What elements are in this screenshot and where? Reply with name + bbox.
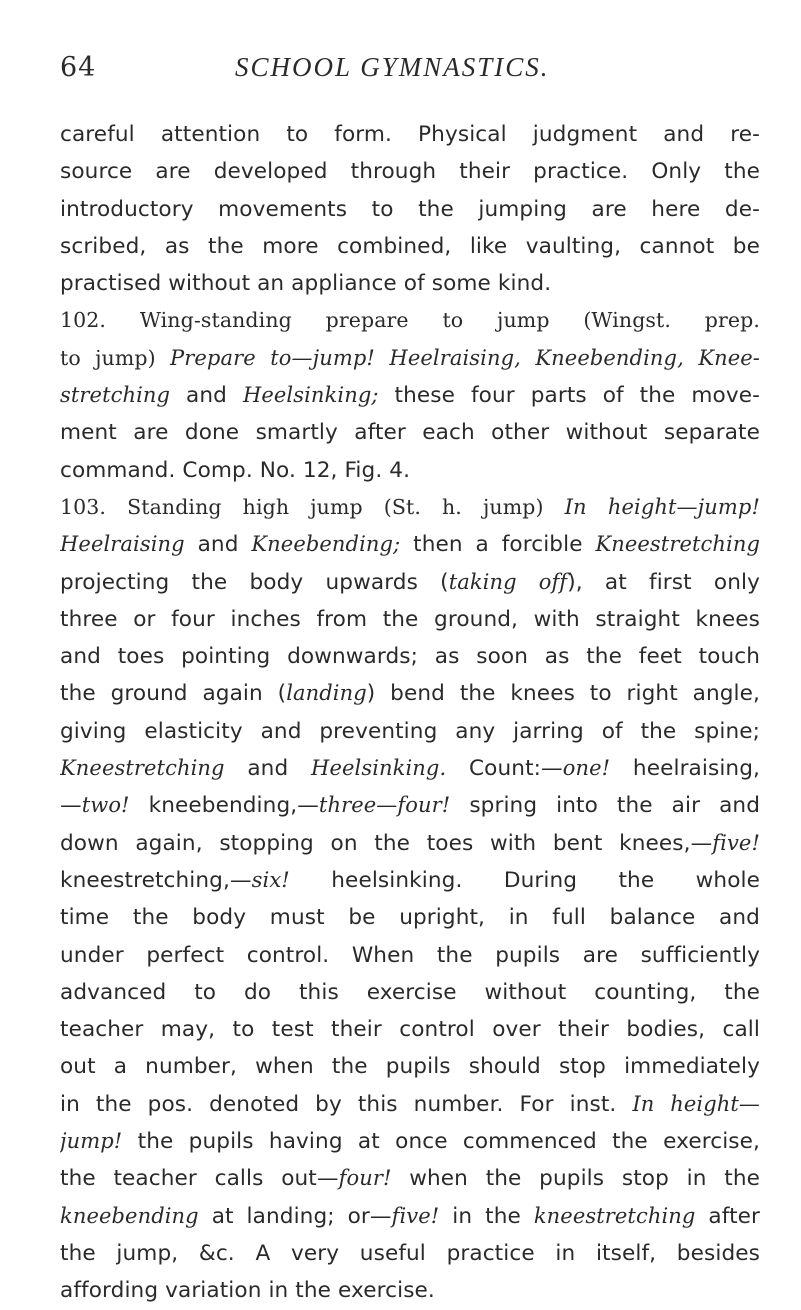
italic-text: In height—	[632, 1091, 760, 1116]
text-line	[60, 1198, 760, 1235]
text-line	[60, 787, 760, 824]
text-line	[60, 153, 760, 190]
text-segment: and	[170, 383, 243, 409]
text-line	[60, 825, 760, 862]
text-segment: in the pos. denoted by this number. For inst.	[60, 1091, 633, 1117]
italic-text: Kneebending;	[251, 532, 401, 557]
italic-text: landing	[286, 681, 367, 706]
text-segment: when the pupils stop in the	[391, 1166, 760, 1192]
text-segment: spring into the air and	[450, 793, 760, 819]
text-line	[60, 340, 760, 377]
text-segment: kneebending,—	[129, 793, 319, 819]
italic-text: six!	[251, 867, 290, 892]
text-line	[60, 1048, 760, 1085]
text-line	[60, 265, 760, 302]
text-line	[60, 899, 760, 936]
text-line	[60, 937, 760, 974]
text-line	[60, 191, 760, 228]
text-segment: and toes pointing downwards; as soon as the feet touch	[60, 644, 760, 670]
text-segment: time the body must be upright, in full balance and	[60, 905, 760, 931]
text-segment: scribed, as the more combined, like vaulting, cannot be	[60, 233, 760, 259]
text-segment: under perfect control. When the pupils are sufficiently	[60, 942, 760, 968]
body-text	[60, 116, 760, 1310]
italic-text: Heelsinking;	[242, 383, 379, 408]
text-segment: and	[224, 756, 312, 782]
text-segment: at landing; or—	[198, 1203, 392, 1229]
text-segment: teacher may, to test their control over their bodies, call	[60, 1017, 760, 1043]
text-segment: giving elasticity and preventing any jarring of the spine;	[60, 718, 760, 744]
text-line	[60, 228, 760, 265]
text-segment: 102. Wing-standing prepare to jump (Wingst. prep.	[60, 308, 760, 333]
running-header	[60, 46, 760, 90]
text-line	[60, 414, 760, 451]
text-line	[60, 1086, 760, 1123]
text-line	[60, 1235, 760, 1272]
text-line	[60, 452, 760, 489]
text-segment: to jump)	[60, 345, 171, 370]
italic-text: kneestretching	[533, 1203, 696, 1228]
text-line	[60, 564, 760, 601]
text-line	[60, 862, 760, 899]
text-segment: introductory movements to the jumping are here de-	[60, 196, 760, 222]
text-segment: ) bend the knees to right angle,	[366, 681, 760, 707]
text-segment: —	[60, 793, 82, 819]
text-line	[60, 974, 760, 1011]
page-number: 64	[60, 52, 97, 83]
text-line	[60, 750, 760, 787]
text-segment: Count:—	[446, 756, 563, 782]
text-segment: the jump, &c. A very useful practice in itself, besides	[60, 1240, 760, 1266]
text-segment: practised without an appliance of some kind.	[60, 271, 552, 297]
italic-text: In height—jump!	[564, 494, 760, 519]
text-line	[60, 675, 760, 712]
text-segment: in the	[439, 1203, 534, 1229]
text-line	[60, 302, 760, 339]
text-segment: 103. Standing high jump (St. h. jump)	[60, 494, 565, 519]
text-segment: the pupils having at once commenced the exercise,	[122, 1129, 760, 1155]
italic-text: three—four!	[318, 793, 451, 818]
italic-text: Heelsinking.	[311, 756, 447, 781]
running-head-title: SCHOOL GYMNASTICS.	[235, 52, 550, 82]
text-line	[60, 116, 760, 153]
italic-text: Kneestretching	[595, 532, 760, 557]
italic-text: Kneestretching	[60, 756, 225, 781]
italic-text: four!	[338, 1166, 392, 1191]
text-segment: ), at first only	[567, 569, 760, 595]
text-segment: the ground again (	[60, 681, 287, 707]
text-segment: three or four inches from the ground, with straight knees	[60, 606, 760, 632]
text-line	[60, 526, 760, 563]
text-segment: the teacher calls out—	[60, 1166, 339, 1192]
text-segment: heelraising,	[610, 756, 760, 782]
text-line	[60, 601, 760, 638]
text-segment: out a number, when the pupils should stop immediately	[60, 1054, 760, 1080]
text-line	[60, 1272, 760, 1309]
text-line	[60, 1160, 760, 1197]
italic-text: kneebending	[60, 1203, 199, 1228]
text-segment: then a forcible	[400, 532, 596, 558]
italic-text: taking off	[448, 569, 568, 594]
text-segment: these four parts of the move-	[378, 383, 760, 409]
italic-text: one!	[562, 756, 611, 781]
text-segment: projecting the body upwards (	[60, 569, 449, 595]
italic-text: two!	[81, 793, 130, 818]
text-line	[60, 638, 760, 675]
italic-text: Heelraising	[60, 532, 185, 557]
text-segment: down again, stopping on the toes with bent knees,—	[60, 830, 713, 856]
text-segment: source are developed through their practice. Only the	[60, 159, 760, 185]
text-segment: and	[184, 532, 252, 558]
text-line	[60, 1011, 760, 1048]
italic-text: five!	[391, 1203, 440, 1228]
italic-text: five!	[712, 830, 760, 855]
text-segment: heelsinking. During the whole	[289, 867, 760, 893]
text-segment: ment are done smartly after each other without separate	[60, 420, 760, 446]
text-segment: affording variation in the exercise.	[60, 1278, 435, 1304]
text-line	[60, 713, 760, 750]
italic-text: stretching	[60, 383, 171, 408]
text-line	[60, 489, 760, 526]
italic-text: Prepare to—jump! Heelraising, Kneebending, Knee-	[170, 345, 760, 370]
text-segment: kneestretching,—	[60, 867, 252, 893]
text-segment: after	[695, 1203, 760, 1229]
italic-text: jump!	[60, 1129, 123, 1154]
text-segment: advanced to do this exercise without counting, the	[60, 979, 760, 1005]
text-segment: careful attention to form. Physical judgment and re-	[60, 122, 760, 147]
text-line	[60, 1123, 760, 1160]
text-segment: command. Comp. No. 12, Fig. 4.	[60, 457, 411, 483]
text-line	[60, 377, 760, 414]
